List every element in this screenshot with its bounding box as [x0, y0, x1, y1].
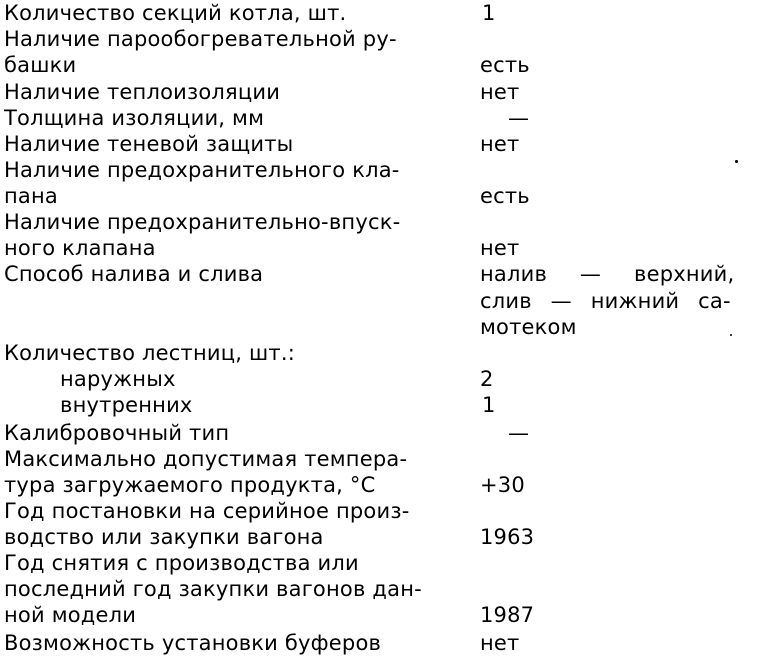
row-label: Наличие теневой защиты — [4, 132, 294, 156]
row-label: тура загружаемого продукта, °С — [4, 473, 376, 497]
row-label: башки — [4, 53, 77, 77]
row-value: нет — [480, 132, 520, 156]
row-value: нет — [480, 631, 520, 655]
row-label: Наличие парообогревательной ру- — [4, 27, 397, 51]
row-label: Калибровочный тип — [4, 421, 230, 445]
row-label: Наличие предохранительно-впуск- — [4, 210, 401, 234]
row-value: слив — нижний са- — [480, 289, 731, 313]
row-value: мотеком — [480, 315, 577, 339]
row-value: — — [508, 106, 530, 130]
row-value: +30 — [480, 473, 525, 497]
row-value: 1987 — [480, 603, 535, 627]
row-value: 1 — [482, 1, 496, 25]
row-value: есть — [480, 53, 530, 77]
row-label: Возможность установки буферов — [4, 631, 382, 655]
row-value: 1963 — [480, 525, 535, 549]
row-label: Год снятия с производства или — [4, 551, 359, 575]
row-label: Способ налива и слива — [4, 262, 264, 286]
row-value: нет — [480, 236, 520, 260]
row-value: есть — [480, 184, 530, 208]
row-label: пана — [4, 184, 58, 208]
row-label: Толщина изоляции, мм — [4, 106, 265, 130]
row-label: водство или закупки вагона — [4, 525, 324, 549]
row-value: нет — [480, 80, 520, 104]
row-label: Количество лестниц, шт.: — [4, 341, 295, 365]
row-label: последний год закупки вагонов дан- — [4, 577, 422, 601]
row-label: ного клапана — [4, 236, 156, 260]
print-speck — [730, 334, 732, 336]
row-label: Максимально допустимая темпера- — [4, 447, 408, 471]
row-label: Наличие предохранительного кла- — [4, 158, 400, 182]
row-label: Количество секций котла, шт. — [4, 1, 347, 25]
row-value: 1 — [482, 393, 496, 417]
row-label: внутренних — [60, 393, 193, 417]
row-label: Наличие теплоизоляции — [4, 80, 281, 104]
row-label: ной модели — [4, 603, 137, 627]
row-value: 2 — [480, 367, 494, 391]
row-label: Год постановки на серийное произ- — [4, 499, 410, 523]
row-value: налив — верхний, — [480, 262, 735, 286]
print-speck — [735, 160, 738, 163]
row-label: наружных — [60, 367, 176, 391]
row-value: — — [508, 421, 530, 445]
